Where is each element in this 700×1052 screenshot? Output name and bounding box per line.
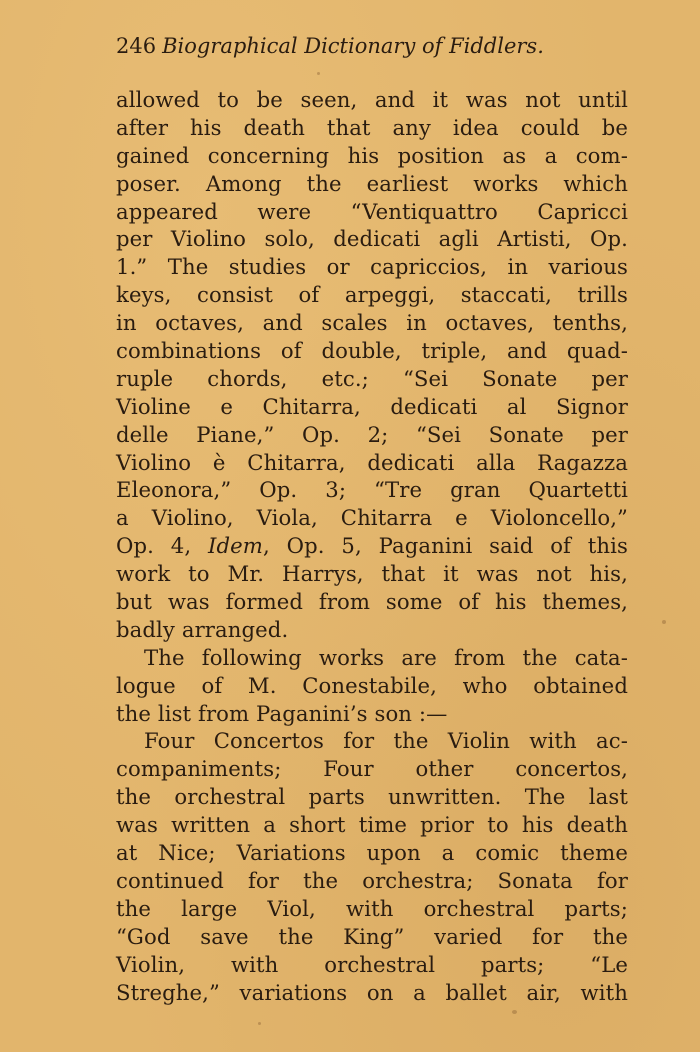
paper-speck bbox=[317, 72, 320, 75]
text-line: appeared were “Ventiquattro Capricci bbox=[116, 198, 628, 224]
text-line: continued for the orchestra; Sonata for bbox=[116, 867, 628, 893]
text-line: companiments; Four other concertos, bbox=[116, 756, 628, 782]
text-line: badly arranged. bbox=[116, 616, 289, 642]
text-line: The following works are from the cata- bbox=[144, 644, 628, 670]
paper-speck bbox=[662, 620, 666, 624]
text-fragment: Op. 4, bbox=[116, 533, 192, 559]
text-line: allowed to be seen, and it was not until bbox=[116, 87, 628, 112]
text-line: work to Mr. Harrys, that it was not his, bbox=[116, 561, 628, 587]
paper-speck bbox=[512, 1010, 517, 1014]
body-text bbox=[116, 86, 628, 1006]
text-line: the list from Paganini’s son :— bbox=[116, 700, 448, 726]
running-head bbox=[116, 32, 586, 60]
text-line: Four Concertos for the Violin with ac- bbox=[144, 728, 628, 754]
text-line: 1.” The studies or capriccios, in various bbox=[116, 254, 628, 280]
text-line: Violine e Chitarra, dedicati al Signor bbox=[116, 393, 628, 419]
text-line: the large Viol, with orchestral parts; bbox=[116, 895, 628, 921]
text-line: Eleonora,” Op. 3; “Tre gran Quartetti bbox=[116, 477, 628, 503]
text-line: per Violino solo, dedicati agli Artisti, Op. bbox=[116, 226, 628, 252]
text-line: keys, consist of arpeggi, staccati, trills bbox=[116, 282, 628, 308]
text-line: but was formed from some of his themes, bbox=[116, 589, 628, 615]
paper-speck bbox=[258, 1022, 261, 1025]
text-line: gained concerning his position as a com- bbox=[116, 142, 628, 168]
text-line: Violin, with orchestral parts; “Le bbox=[116, 951, 628, 977]
text-line: “God save the King” varied for the bbox=[116, 923, 628, 949]
text-fragment: , Op. 5, Paganini said of this bbox=[262, 533, 628, 559]
text-line: logue of M. Conestabile, who obtained bbox=[116, 672, 628, 698]
text-line: was written a short time prior to his death bbox=[116, 812, 628, 838]
text-line: the orchestral parts unwritten. The last bbox=[116, 784, 628, 810]
text-line: at Nice; Variations upon a comic theme bbox=[116, 840, 628, 866]
text-line: delle Piane,” Op. 2; “Sei Sonate per bbox=[116, 421, 628, 447]
running-title: Biographical Dictionary of Fiddlers. bbox=[162, 34, 544, 58]
text-line: Streghe,” variations on a ballet air, with bbox=[116, 979, 628, 1005]
text-line: after his death that any idea could be bbox=[116, 114, 628, 140]
text-line: ruple chords, etc.; “Sei Sonate per bbox=[116, 365, 628, 391]
italic-term: Idem bbox=[208, 533, 263, 559]
text-line bbox=[116, 532, 628, 560]
text-line: poser. Among the earliest works which bbox=[116, 170, 628, 196]
text-line: Violino è Chitarra, dedicati alla Ragazza bbox=[116, 449, 628, 475]
page-number: 246 bbox=[116, 34, 157, 58]
text-line: in octaves, and scales in octaves, tenths, bbox=[116, 310, 628, 336]
text-line: a Violino, Viola, Chitarra e Violoncello,” bbox=[116, 505, 628, 531]
text-line: combinations of double, triple, and quad- bbox=[116, 338, 628, 364]
